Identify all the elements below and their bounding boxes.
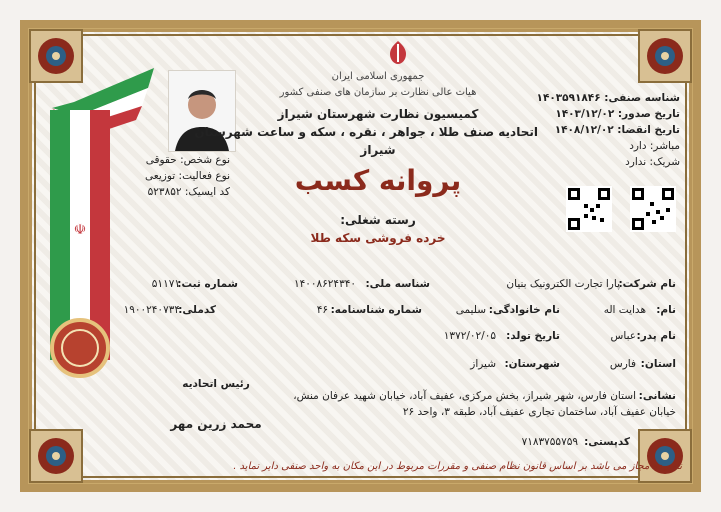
guild-id: شناسه صنفی: ۱۴۰۳۵۹۱۸۴۶ [536, 92, 680, 104]
job-label: رسته شغلی: [340, 213, 416, 227]
county-label: شهرستان: [504, 358, 560, 370]
reg-no-value: ۵۱۱۷۱ [151, 278, 180, 290]
iran-emblem-icon [378, 38, 418, 66]
isic-code: کد ایسیک: ۵۲۳۸۵۲ [147, 186, 230, 198]
signature-role: رئیس اتحادیه [182, 378, 250, 390]
corner-ornament-icon [637, 28, 693, 84]
idcard-label: شماره شناسنامه: [330, 304, 422, 316]
union-text: اتحادیه صنف طلا ، جواهر ، نقره ، سکه و ساعت شهرستان [194, 125, 538, 139]
national-id-label: شناسه ملی: [365, 278, 430, 290]
corner-ornament-icon [28, 428, 84, 484]
direct-manager: مباشر: دارد [629, 140, 680, 152]
company-label: نام شرکت: [618, 278, 676, 290]
national-code-label: کدملی: [178, 304, 216, 316]
header-line1: جمهوری اسلامی ایران [331, 71, 425, 82]
footer-text: نامبرده مجاز می باشد بر اساس قانون نظام صنفی و مقررات مربوط در این مکان به واحد صنفی دایر نماید . [233, 461, 682, 472]
address-line1: استان فارس، شهر شیراز، بخش مرکزی، عفیف آباد، خیابان شهید عرفان منش، [293, 390, 636, 402]
expire-date: تاریخ انقضا: ۱۴۰۸/۱۲/۰۲ [554, 124, 680, 136]
family-value: سلیمی [455, 304, 486, 316]
idcard-value: ۴۶ [316, 304, 328, 316]
svg-text:☫: ☫ [73, 222, 87, 238]
father-value: عباس [610, 330, 636, 342]
county-value: شیراز [470, 358, 496, 370]
national-id-value: ۱۴۰۰۸۶۲۴۳۴۰ [293, 278, 356, 290]
job-value: خرده فروشی سکه طلا [310, 231, 446, 245]
qr-code-icon [566, 186, 612, 232]
qr-code-icon [630, 186, 676, 232]
issue-date: تاریخ صدور: ۱۴۰۳/۱۲/۰۲ [555, 108, 680, 120]
license-title: پروانه کسب [294, 164, 462, 197]
name-value: هدایت اله [603, 304, 646, 316]
address-label: نشانی: [638, 390, 676, 402]
birth-label: تاریخ تولد: [506, 330, 560, 342]
postal-value: ۷۱۸۳۷۵۵۷۵۹ [521, 436, 578, 448]
corner-ornament-icon [637, 428, 693, 484]
birth-value: ۱۳۷۲/۰۲/۰۵ [443, 330, 496, 342]
province-value: فارس [609, 358, 636, 370]
address-line2: خیابان عفیف آباد، ساختمان تجاری عفیف آباد، طبقه ۳، واحد ۲۶ [402, 406, 676, 418]
union-city: شیراز [360, 143, 396, 157]
commission-text: کمیسیون نظارت شهرستان شیراز [277, 107, 479, 121]
person-type: نوع شخص: حقوقی [145, 154, 230, 166]
company-value: پارا تجارت الکترونیک بنیان [506, 278, 620, 290]
signature-name: محمد زرین مهر [170, 417, 262, 431]
postal-label: کدپستی: [584, 436, 630, 448]
person-photo-icon [169, 71, 235, 151]
family-label: نام خانوادگی: [488, 304, 560, 316]
activity-type: نوع فعالیت: توزیعی [145, 170, 230, 182]
applicant-photo [168, 70, 236, 152]
partner: شریک: ندارد [625, 156, 680, 168]
iran-flag-ribbon [44, 62, 164, 382]
name-label: نام: [656, 304, 676, 316]
father-label: نام پدر: [636, 330, 676, 342]
national-code-value: ۱۹۰۰۲۴۰۷۳۴ [123, 304, 180, 316]
reg-no-label: شماره ثبت: [177, 278, 238, 290]
header-line2: هیات عالی نظارت بر سازمان های صنفی کشور [279, 87, 477, 98]
province-label: استان: [640, 358, 676, 370]
